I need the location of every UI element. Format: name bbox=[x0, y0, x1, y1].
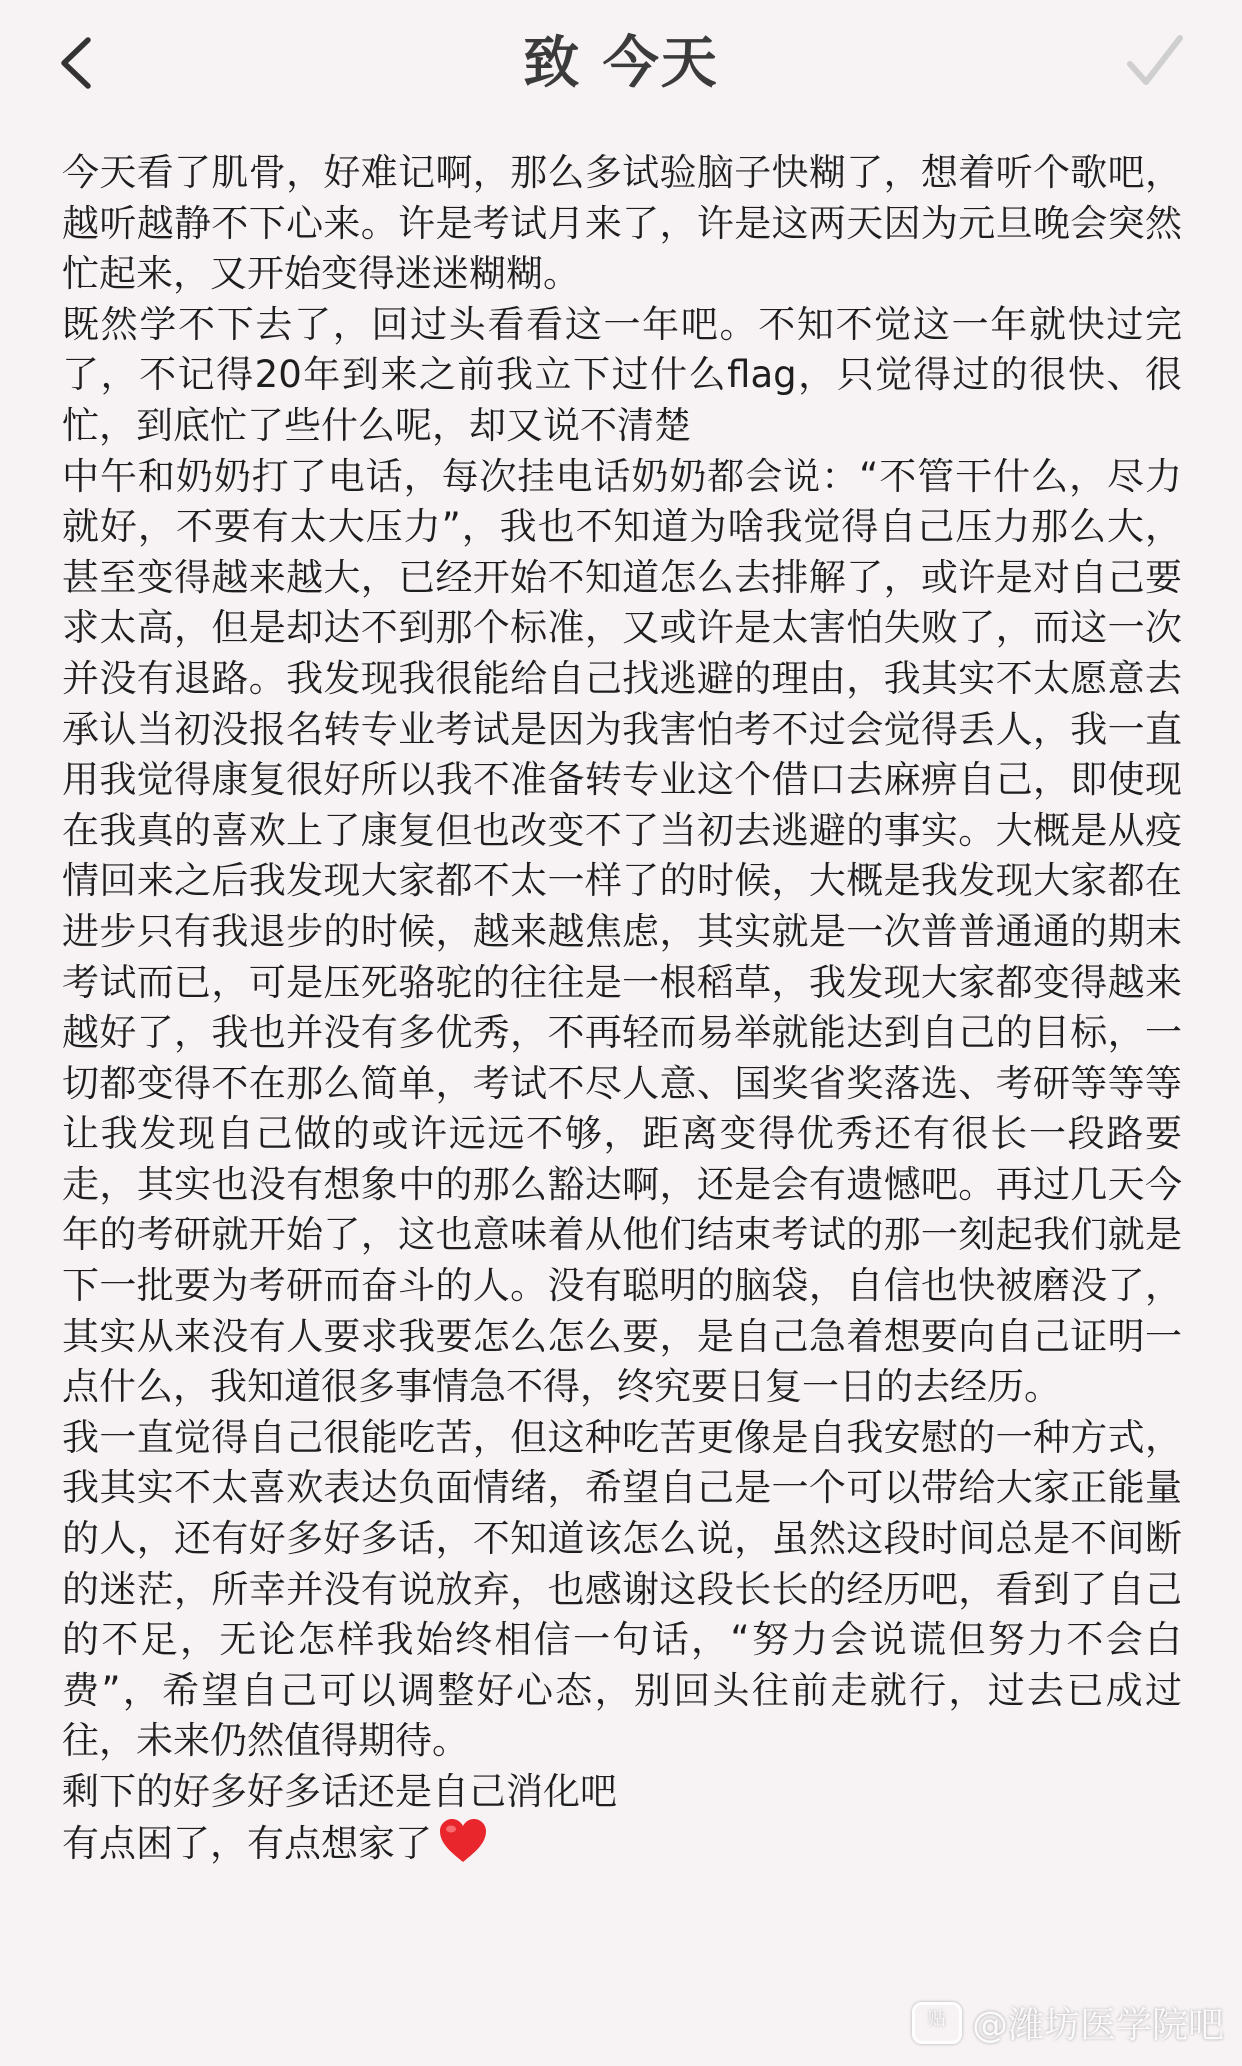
paragraph: 中午和奶奶打了电话，每次挂电话奶奶都会说：“不管干什么，尽力就好，不要有太大压力”，我也不知道为啥我觉得自己压力那么大，甚至变得越来越大，已经开始不知道怎么去排解了，或许是对自己要求太高，但是却达不到那个标准，又或许是太害怕失败了，而这一次并没有退路。我发现我很能给自己找逃避的理由，我其实不太愿意去承认当初没报名转专业考试是因为我害怕考不过会觉得丢人，我一直用我觉得康复很好所以我不准备转专业这个借口去麻痹自己，即使现在我真的喜欢上了康复但也改变不了当初去逃避的事实。大概是从疫情回来之后我发现大家都不太一样了的时候，大概是我发现大家都在进步只有我退步的时候，越来越焦虑，其实就是一次普普通通的期末考试而已，可是压死骆驼的往往是一根稻草，我发现大家都变得越来越好了，我也并没有多优秀，不再轻而易举就能达到自己的目标，一切都变得不在那么简单，考试不尽人意、国奖省奖落选、考研等等等让我发现自己做的或许远远不够，距离变得优秀还有很长一段路要走，其实也没有想象中的那么豁达啊，还是会有遗憾吧。再过几天今年的考研就开始了，这也意味着从他们结束考试的那一刻起我们就是下一批要为考研而奋斗的人。没有聪明的脑袋，自信也快被磨没了，其实从来没有人要求我要怎么怎么要，是自己急着想要向自己证明一点什么，我知道很多事情急不得，终究要日复一日的去经历。 bbox=[62, 454, 1182, 1409]
tieba-logo-icon: 贴 bbox=[912, 2002, 962, 2044]
paragraph: 有点困了，有点想家了 bbox=[62, 1821, 432, 1865]
confirm-button[interactable] bbox=[1122, 30, 1186, 94]
paragraph: 既然学不下去了，回过头看看这一年吧。不知不觉这一年就快过完了，不记得20年到来之前我立下过什么flag，只觉得过的很快、很忙，到底忙了些什么呢，却又说不清楚 bbox=[62, 302, 1182, 447]
watermark bbox=[912, 1997, 1224, 2048]
red-heart-icon bbox=[438, 1818, 488, 1878]
last-line bbox=[62, 1818, 1182, 1878]
nav-header bbox=[0, 0, 1242, 130]
paragraph: 剩下的好多好多话还是自己消化吧 bbox=[62, 1770, 617, 1813]
watermark-text: @潍坊医学院吧 bbox=[971, 2005, 1224, 2046]
page-title: 致 今天 bbox=[523, 31, 719, 96]
note-body[interactable] bbox=[62, 148, 1182, 1877]
checkmark-icon bbox=[1122, 30, 1186, 94]
paragraph: 我一直觉得自己很能吃苦，但这种吃苦更像是自我安慰的一种方式，我其实不太喜欢表达负面情绪，希望自己是一个可以带给大家正能量的人，还有好多好多话，不知道该怎么说，虽然这段时间总是不间断的迷茫，所幸并没有说放弃，也感谢这段长长的经历吧，看到了自己的不足，无论怎样我始终相信一句话，“努力会说谎但努力不会白费”，希望自己可以调整好心态，别回头往前走就行，过去已成过往，未来仍然值得期待。 bbox=[62, 1415, 1182, 1763]
paragraph: 今天看了肌骨，好难记啊，那么多试验脑子快糊了，想着听个歌吧，越听越静不下心来。许是考试月来了，许是这两天因为元旦晚会突然忙起来，又开始变得迷迷糊糊。 bbox=[62, 151, 1182, 296]
